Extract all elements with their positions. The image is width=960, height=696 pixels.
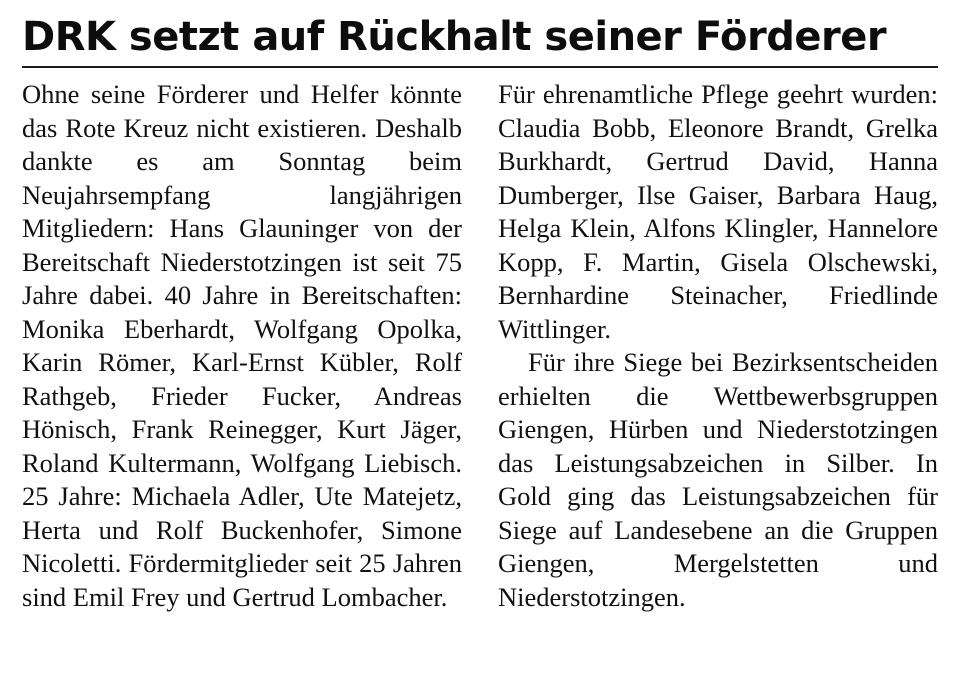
article-paragraph: Für ehrenamtliche Pflege geehrt wurden: Claudia Bobb, Eleonore Brandt, Grelka Burkhardt, Gertrud David, Hanna Dumberger, Ilse Gaiser, Barbara Haug, Helga Klein, Alfons Klingler, Hannelore Kopp, F. Martin, Gisela Olschewski, Bernhardine Steinacher, Friedlinde Wittlinger. [498, 79, 938, 344]
article-column-right [498, 78, 938, 614]
headline-divider [22, 66, 938, 68]
article-column-left [22, 78, 462, 614]
article-paragraph: Für ihre Siege bei Bezirksentscheiden erhielten die Wettbewerbsgruppen Giengen, Hürben und Niederstotzingen das Leistungsabzeichen in Silber. In Gold ging das Leistungsabzeichen für Siege auf Landesebene an die Gruppen Giengen, Mergelstetten und Niederstotzingen. [498, 347, 938, 612]
article-columns [22, 78, 938, 614]
article-headline: DRK setzt auf Rückhalt seiner Förderer [22, 14, 887, 60]
article-paragraph: Ohne seine Förderer und Helfer könnte das Rote Kreuz nicht existieren. Deshalb dankte es am Sonntag beim Neujahrsempfang langjährigen Mitgliedern: Hans Glauninger von der Bereitschaft Niederstotzingen ist seit 75 Jahre dabei. 40 Jahre in Bereitschaften: Monika Eberhardt, Wolfgang Opolka, Karin Römer, Karl-Ernst Kübler, Rolf Rathgeb, Frieder Fucker, Andreas Hönisch, Frank Reinegger, Kurt Jäger, Roland Kultermann, Wolfgang Liebisch. 25 Jahre: Michaela Adler, Ute Matejetz, Herta und Rolf Buckenhofer, Simone Nicoletti. Fördermitglieder seit 25 Jahren sind Emil Frey und Gertrud Lombacher. [22, 79, 462, 612]
